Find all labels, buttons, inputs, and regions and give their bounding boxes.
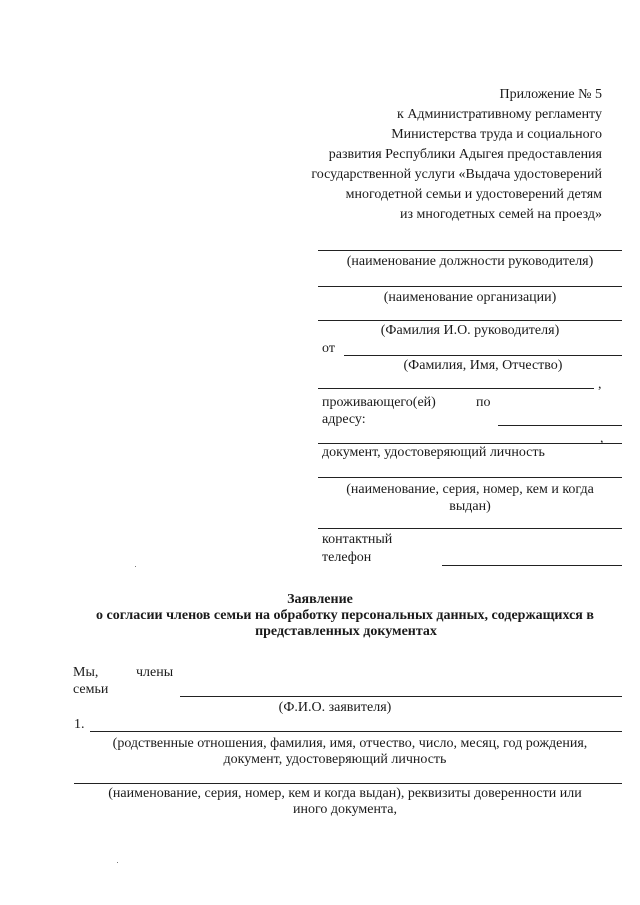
applicant-name-line[interactable] [344, 355, 622, 356]
we-label: Мы, [73, 665, 99, 680]
head-name-line[interactable] [318, 320, 622, 321]
position-line[interactable] [318, 250, 622, 251]
head-name-caption: (Фамилия И.О. руководителя) [380, 323, 560, 338]
applicant-caption: (Ф.И.О. заявителя) [278, 700, 392, 715]
appendix-line-7: из многодетных семей на проезд» [399, 207, 602, 222]
statement-subtitle-1: о согласии членов семьи на обработку персональных данных, содержащихся в [96, 608, 594, 623]
appendix-line-5: государственной услуги «Выдача удостоверений [311, 167, 602, 182]
id-document-label: документ, удостоверяющий личность [322, 445, 545, 460]
address-label: адресу: [322, 412, 366, 427]
appendix-line-6: многодетной семьи и удостоверений детям [345, 187, 602, 202]
appendix-line-3: Министерства труда и социального [391, 127, 602, 142]
item-number: 1. [74, 717, 85, 732]
id-document-line[interactable] [318, 477, 622, 478]
statement-subtitle-2: представленных документах [255, 624, 437, 639]
relations-caption-1: (родственные отношения, фамилия, имя, отчество, число, месяц, год рождения, [112, 736, 588, 751]
address-line-2[interactable] [318, 443, 622, 444]
document-details-caption-2: выдан) [449, 499, 491, 514]
applicant-line[interactable] [180, 696, 622, 697]
position-caption: (наименование должности руководителя) [346, 254, 594, 269]
document-caption-1: (наименование, серия, номер, кем и когда выдан), реквизиты доверенности или [108, 786, 582, 801]
organization-caption: (наименование организации) [383, 290, 557, 305]
comma-1: , [598, 377, 602, 392]
appendix-line-2: к Административному регламенту [397, 107, 602, 122]
appendix-line-1: Приложение № 5 [499, 87, 602, 102]
scan-dot-2 [117, 862, 118, 863]
comma-2: , [600, 431, 604, 446]
from-label: от [322, 341, 335, 356]
document-line[interactable] [74, 783, 622, 784]
address-line[interactable] [498, 425, 622, 426]
document-details-caption-1: (наименование, серия, номер, кем и когда [346, 482, 594, 497]
scan-dot [135, 566, 136, 567]
applicant-name-caption: (Фамилия, Имя, Отчество) [403, 358, 563, 373]
residing-label: проживающего(ей) [322, 395, 436, 410]
phone-label: телефон [322, 550, 372, 565]
contact-label: контактный [322, 532, 393, 547]
family-label: семьи [73, 682, 109, 697]
organization-line[interactable] [318, 286, 622, 287]
relations-line[interactable] [90, 731, 622, 732]
members-label: члены [136, 665, 174, 680]
document-details-line[interactable] [318, 528, 622, 529]
relations-caption-2: документ, удостоверяющий личность [223, 752, 447, 767]
at-label: по [476, 395, 491, 410]
phone-line[interactable] [442, 565, 622, 566]
appendix-line-4: развития Республики Адыгея предоставления [328, 147, 602, 162]
applicant-name-line-2[interactable] [318, 388, 594, 389]
document-caption-2: иного документа, [293, 802, 397, 817]
statement-title: Заявление [287, 592, 353, 607]
